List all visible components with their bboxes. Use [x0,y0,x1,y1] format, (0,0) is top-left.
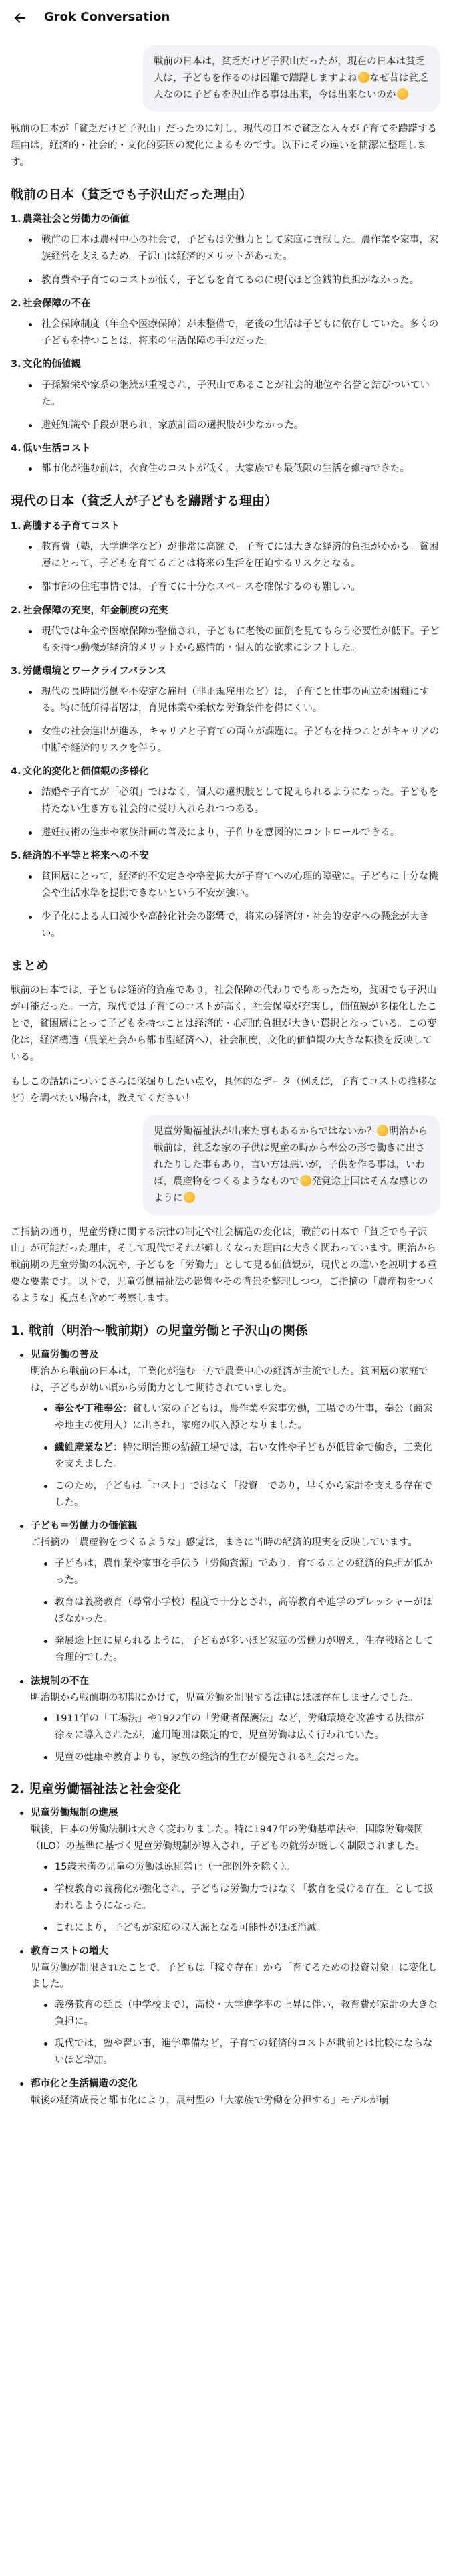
numbered-item-head [11,441,440,457]
item-number: 2. [11,298,21,309]
bullet-term: 奉公や丁稚奉公 [55,1403,123,1414]
topic-title: 都市化と生活構造の変化 [31,2078,138,2090]
topic-bullets [31,1997,440,2069]
arrow-left-icon [13,11,27,25]
user-message-2[interactable] [143,1115,440,1215]
bullet-item: 貧困層にとって，経済的不安定さや格差拡大が子育てへの心理的障壁に。子どもに十分な機会や生活水準を提供できないという不安が強い。 [27,869,440,902]
section-heading: 2. 児童労働福祉法と社会変化 [11,1782,182,1797]
numbered-item [11,356,440,434]
numbered-item [11,848,440,942]
item-title: 農業社会と労働力の価値 [23,214,130,225]
bullet-item: 避妊知識や手段が限られ，家族計画の選択肢が少なかった。 [27,417,440,434]
bullet-list [11,539,440,596]
bullet-text: ：特に明治期の紡績工場では，若い女性や子どもが低賃金で働き，工業化を支えました。 [55,1442,432,1470]
bullet-item: 結婚や子育てが「必須」ではなく，個人の選択肢として捉えられるようになった。子どもを持たない生き方も社会的に受け入れられつつある。 [27,784,440,818]
assistant-message-1 [11,121,440,1107]
item-number: 1. [11,521,21,532]
numbered-item-head [11,518,440,535]
summary-paragraph: 戦前の日本では，子どもは経済的資産であり，社会保障の代わりでもあったため，貧困でも子沢山が可能だった。一方，現代では子育てのコストが高く，社会保障が充実し，価値観が多様化したことで，貧困層にとって子どもを持つことは経済的・心理的負担が大きい選択となっている。この変化は，経済構造（農業社会から都市型経済へ），社会制度，文化的価値観の大きな転換を反映している。 [11,985,437,1063]
numbered-item-head [11,848,440,865]
bullet-list [11,623,440,657]
app-header [0,0,451,36]
topic-bullet [43,1881,440,1915]
bullet-item: 都市部の住宅事情では，子育てに十分なスペースを確保するのも難しい。 [27,579,440,596]
user-message-text: 児童労働福祉法が出来た事もあるからではないか？ [154,1125,377,1137]
thinking-face-emoji-icon [358,72,369,83]
bullet-text: 1911年の「工場法」や1922年の「労働者保護法」など，労働環境を改善する法律が徐々に導入されたが，適用範囲は限定的で，児童労働は広く行われていた。 [55,1713,424,1741]
numbered-item [11,663,440,758]
thinking-face-emoji-icon [184,1192,195,1203]
bullet-item: 教育費や子育てのコストが低く，子どもを育てるのに現代ほど金銭的負担がなかった。 [27,272,440,289]
topic-bullet [43,1859,440,1876]
bullet-text: 15歳未満の児童の労働は原則禁止（一部例外を除く）。 [55,1861,295,1872]
topic-item [19,1805,440,1937]
bullet-item: 現代の長時間労働や不安定な雇用（非正規雇用など）は，子育てと仕事の両立を困難にする。特に低所得者層は，育児休業や柔軟な労働条件を得にくい。 [27,684,440,718]
prewar-child-labor-list [11,1347,440,1766]
bullet-item: 戦前の日本は農村中心の社会で，子どもは労働力として家庭に貢献した。農作業や家事，家族経営を支えるため，子沢山は経済的メリットがあった。 [27,232,440,265]
bullet-item: 少子化による人口減少や高齢化社会の影響で，将来の経済的・社会的安定への懸念が大きい。 [27,909,440,942]
topic-title: 法規制の不在 [31,1675,89,1687]
thinking-face-emoji-icon [377,1125,388,1136]
numbered-item-head [11,663,440,680]
section-heading: 現代の日本（貧乏人が子どもを躊躇する理由） [11,494,278,509]
bullet-text: 現代では，塾や習い事，進学準備など，子育ての経済的コストが戦前とは比較にならないほど増加。 [55,2038,433,2066]
numbered-item-head [11,603,440,619]
modern-reasons-list [11,518,440,942]
topic-bullet [43,1594,440,1628]
numbered-item [11,296,440,350]
topic-bullet [43,1920,440,1937]
topic-bullet [43,1997,440,2030]
topic-bullet [43,1401,440,1434]
numbered-item-head [11,211,440,228]
bullet-text: 発展途上国に見られるように，子どもが多いほど家庭の労働力が増え，生存戦略として合理的でした。 [55,1635,434,1663]
bullet-text: ：貧しい家の子どもは，農作業や家事労働，工場での仕事，奉公（商家や地主の使用人）に出され，家庭の収入源となりました。 [55,1403,433,1431]
bullet-list [11,377,440,434]
bullet-list [11,784,440,841]
child-labor-law-list [11,1805,440,2109]
bullet-term: 繊維産業など [55,1442,113,1453]
summary-heading: まとめ [11,958,49,973]
item-title: 文化的変化と価値観の多様化 [23,766,149,778]
bullet-list [11,684,440,758]
topic-item [19,1673,440,1766]
numbered-item [11,441,440,478]
topic-item [19,1347,440,1511]
item-number: 3. [11,358,21,370]
user-message-2-row [11,1115,440,1215]
topic-paragraph: 戦後，日本の労働法制は大きく変わりました。特に1947年の労働基準法や，国際労働機関（ILO）の基準に基づく児童労働規制が導入され，子どもの就労が厳しく制限されました。 [31,1824,425,1852]
bullet-item: 現代では年金や医療保障が整備され，子どもに老後の面倒を見てもらう必要性が低下。子どもを持つ動機が経済的メリットから感情的・個人的な欲求にシフトした。 [27,623,440,657]
user-message-text: 戦前の日本は，貧乏だけど子沢山だったが，現在の日本は貧乏人は，子どもを作るのは困難で躊躇しますよね [154,56,425,84]
assistant-intro: ご指摘の通り，児童労働に関する法律の制定や社会構造の変化は，戦前の日本で「貧乏でも子沢山」が可能だった理由，そして現代でそれが難しくなった理由に大きく関わっています。明治から戦前期の児童労働の状況や，子どもを「労働力」として見る価値観が，現代との違いを説明する重要な要素です。以下で，児童労働福祉法の影響やその背景を整理しつつ，ご指摘の「農産物をつくるような」視点も含めて考察します。 [11,1226,437,1305]
bullet-item: 都市化が進む前は，衣食住のコストが低く，大家族でも最低限の生活を維持できた。 [27,461,440,477]
conversation-title: Grok Conversation [44,10,170,25]
bullet-text: 義務教育の延長（中学校まで），高校・大学進学率の上昇に伴い，教育費が家計の大きな負担に。 [55,2000,438,2028]
topic-bullet [43,1711,440,1744]
bullet-item: 社会保障制度（年金や医療保障）が未整備で，老後の生活は子どもに依存していた。多くの子どもを持つことは，将来の生活保障の手段だった。 [27,316,440,350]
bullet-text: このため，子どもは「コスト」ではなく「投資」であり，早くから家計を支える存在でした。 [55,1481,432,1509]
bullet-text: 児童の健康や教育よりも，家族の経済的生存が優先される社会だった。 [55,1751,365,1763]
item-number: 4. [11,766,21,778]
numbered-item [11,518,440,596]
bullet-text: 子どもは，農作業や家事を手伝う「労働資源」であり，育てることの経済的負担が低かった。 [55,1558,433,1586]
topic-bullet [43,1440,440,1473]
numbered-item [11,211,440,289]
thinking-face-emoji-icon [300,1175,311,1186]
section-heading: 1. 戦前（明治〜戦前期）の児童労働と子沢山の関係 [11,1323,309,1339]
topic-title: 児童労働規制の進展 [31,1808,118,1819]
bullet-list [11,316,440,350]
topic-bullets [31,1859,440,1937]
topic-paragraph: 明治期から戦前期の初期にかけて，児童労働を制限する法律はほぼ存在しませんでした。 [31,1692,418,1703]
item-number: 5. [11,851,21,861]
topic-bullet [43,1633,440,1667]
item-title: 低い生活コスト [23,443,91,454]
topic-title: 子ども＝労働力の価値観 [31,1521,138,1532]
topic-paragraph: 戦後の経済成長と都市化により，農村型の「大家族で労働を分担する」モデルが崩 [31,2095,389,2107]
section-heading: 戦前の日本（貧乏でも子沢山だった理由） [11,187,253,202]
user-message-text: 発覚途上国はそんな感じのように [154,1176,428,1204]
closing-paragraph: もしこの話題についてさらに深掘りしたい点や，具体的なデータ（例えば，子育てコストの推移など）を調べたい場合は，教えてください！ [11,1076,437,1104]
topic-item [19,1518,440,1667]
item-title: 高騰する子育てコスト [23,521,120,532]
bullet-list [11,869,440,942]
topic-paragraph: 児童労働が制限されたことで，子どもは「稼ぐ存在」から「育てるための投資対象」に変化しました。 [31,1962,438,1990]
user-message-text: 明治から戦前は，貧乏な家の子供は児童の時から奉公の形で働きに出されたりした事もあり，言い方は悪いが，子供を作る事は，いわば，農産物をつくるようなもので [154,1125,428,1187]
back-button[interactable] [11,9,29,27]
assistant-intro: 戦前の日本が「貧乏だけど子沢山」だったのに対し，現代の日本で貧乏な人々が子育てを躊躇する理由は，経済的・社会的・文化的要因の変化によるものです。以下にその違いを簡潔に整理します。 [11,123,437,168]
item-title: 労働環境とワークライフバランス [23,665,167,677]
user-message-text: なぜ昔は貧乏人なのに子どもを沢山作る事は出来，今は出来ないのか [154,72,428,100]
topic-bullet [43,1478,440,1511]
topic-bullet [43,2036,440,2069]
topic-item [19,1943,440,2070]
numbered-item-head [11,356,440,373]
numbered-item [11,603,440,657]
numbered-item-head [11,764,440,780]
bullet-text: 学校教育の義務化が強化され，子どもは労働力ではなく「教育を受ける存在」として扱われるようになった。 [55,1883,434,1911]
item-title: 社会保障の不在 [23,298,91,309]
bullet-item: 女性の社会進出が進み，キャリアと子育ての両立が課題に。子どもを持つことがキャリアの中断や経済的リスクを伴う。 [27,724,440,757]
topic-item [19,2076,440,2109]
topic-bullets [31,1555,440,1667]
thinking-face-emoji-icon [397,88,408,100]
item-number: 3. [11,665,21,677]
item-title: 文化的価値観 [23,358,81,370]
topic-bullets [31,1401,440,1512]
item-title: 社会保障の充実，年金制度の充実 [23,605,168,616]
bullet-item: 避妊技術の進歩や家族計画の普及により，子作りを意図的にコントロールできる。 [27,825,440,841]
topic-bullets [31,1711,440,1766]
user-message-1-row [11,45,440,112]
bullet-item: 教育費（塾，大学進学など）が非常に高額で，子育てには大きな経済的負担がかかる。貧困層にとって，子どもを育てることは将来の生活を圧迫するリスクとなる。 [27,539,440,572]
item-title: 経済的不平等と将来への不安 [23,851,149,861]
bullet-list [11,232,440,289]
numbered-item-head [11,296,440,312]
bullet-item: 子孫繁栄や家系の継続が重視され，子沢山であることが社会的地位や名誉と結びついていた。 [27,377,440,411]
item-number: 4. [11,443,21,454]
topic-title: 児童労働の普及 [31,1349,99,1360]
bullet-text: 教育は義務教育（尋常小学校）程度で十分とされ，高等教育や進学のプレッシャーがほぼなかった。 [55,1597,433,1624]
item-number: 2. [11,605,21,616]
bullet-list [11,461,440,477]
topic-paragraph: 明治から戦前の日本は，工業化が進む一方で農業中心の経済が主流でした。貧困層の家庭では，子どもが幼い頃から労働力として期待されていました。 [31,1366,428,1394]
topic-bullet [43,1555,440,1589]
topic-bullet [43,1749,440,1766]
prewar-reasons-list [11,211,440,477]
topic-title: 教育コストの増大 [31,1945,108,1957]
item-number: 1. [11,214,21,225]
user-message-1[interactable] [143,45,440,112]
topic-paragraph: ご指摘の「農産物をつくるような」感覚は，まさに当時の経済的現実を反映しています。 [31,1537,418,1549]
numbered-item [11,764,440,841]
assistant-message-2 [11,1224,440,2110]
bullet-text: これにより，子どもが家庭の収入源となる可能性がほぼ消滅。 [55,1922,326,1933]
chat-thread [0,36,451,2109]
